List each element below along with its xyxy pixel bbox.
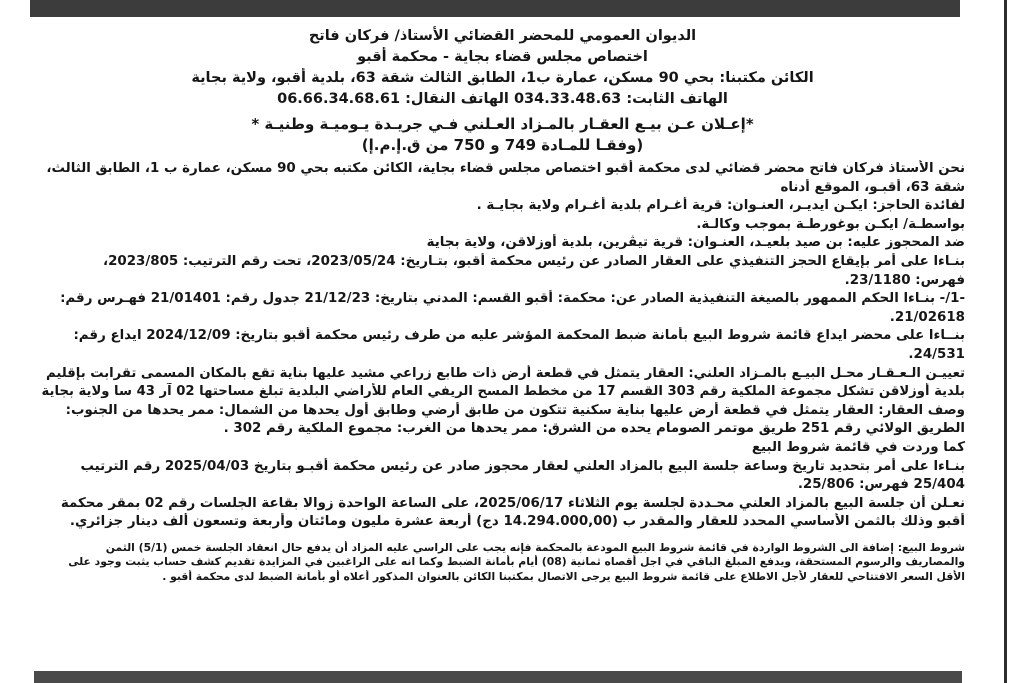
auction-notice-document: [40, 26, 965, 585]
body-line-2: شقة 63، أقبـو، الموقع أدناه: [780, 179, 965, 195]
body-line-15: الطريق الولائي رقم 251 طريق موتمر الصومام يحده من الشرق: ممر يحدها من الغرب: مجموع الملكية رقم 302 .: [223, 421, 965, 437]
body-line-11: 24/531.: [908, 346, 965, 362]
body-line-4: بواسطـة/ ايكـن بوغورطـة بموجب وكالـة.: [696, 216, 965, 232]
body-line-10: بنــاءا على محضر ايداع قائمة شروط البيع بأمانة ضبط المحكمة المؤشر عليه من طرف رئيس محكمة أقبو بتاريخ: 2024/12/09 ايداع رقم:: [73, 328, 965, 344]
header-office: الديوان العمومي للمحضر القضائي الأستاذ/ فركان فاتح: [308, 28, 697, 44]
scan-bottom-bar: [34, 671, 962, 683]
notice-title: *إعـلان عـن بيـع العقـار بالمـزاد العـلني فـي جريـدة يـوميـة وطنيـة *: [251, 115, 754, 133]
body-line-7: فهرس: 23/1180.: [844, 272, 965, 288]
terms-line-2: والمصاريف والرسوم المستحقة، ويدفع المبلغ الباقي في اجل أقصاه ثمانية (08) أيام بأمانة الضبط وكما انه على الراغبين في المزايدة تقديم كشف حساب يثبت وجود على: [68, 555, 965, 569]
terms-line-1: شروط البيع: إضافة الى الشروط الواردة في قائمة شروط البيع المودعة بالمحكمة فإنه يجب على الراسي عليه المزاد أن يدفع حال انعقاد الجلسة خمس (5/1) الثمن: [105, 540, 965, 554]
body-line-12: تعييـن الـعـقـار محـل البيـع بالمـزاد العلني: العقار يتمثل في قطعة أرض ذات طابع زراعي مشيد عليها بناية تقع بالمكان المسمى تقرابت بإقليم: [46, 365, 965, 381]
terms-line-3: الأقل السعر الافتتاحي للعقار لأجل الاطلاع على قائمة شروط البيع يرجى الاتصال بمكتبنا الكائن بالعنوان المذكور أعلاه أو بأمانة الضبط لدى محكمة أقبو .: [162, 570, 965, 584]
scan-right-border: [1004, 0, 1007, 683]
body-line-19: نعـلن أن جلسة البيع بالمزاد العلني محـددة لجلسة يوم الثلاثاء 2025/06/17، على الساعة الواحدة زوالا بقاعة الجلسات رقم 02 بمقر محكمة: [60, 495, 965, 511]
body-line-18: 25/404 فهرس: 25/806.: [797, 477, 965, 493]
header-phones: الهاتف الثابت: 034.33.48.63 الهاتف النقال: 06.66.34.68.61: [277, 91, 728, 107]
body-line-3: لفائدة الحاجز: ايكـن ايديـر، العنـوان: قرية أغـرام بلدية أغـرام ولاية بجايـة .: [476, 198, 965, 214]
body-line-1: نحن الأستاذ فركان فاتح محضر قضائي لدى محكمة أقبو اختصاص مجلس قضاء بجاية، الكائن مكتبه بحي 90 مسكن، عمارة ب 1، الطابق الثالث،: [46, 161, 965, 176]
notice-legal-basis: (وفقـا للمـادة 749 و 750 من ق.إ.م.إ): [361, 136, 644, 154]
header-address: الكائن مكتبنا: بحي 90 مسكن، عمارة ب1، الطابق الثالث شقة 63، بلدية أقبو، ولاية بجاية: [191, 70, 814, 86]
body-line-8: -1/- بنـاءا الحكم الممهور بالصيغة التنفيذية الصادر عن: محكمة: أقبو القسم: المدني بتاريخ: 21/12/23 جدول رقم: 21/01401 فهـرس رقم:: [60, 291, 965, 307]
scan-top-bar: [30, 0, 960, 17]
body-line-14: وصف العقار: العقار يتمثل في قطعة أرض عليها بناية سكنية تتكون من طابق أرضي وطابق أول يحدها من الشمال: ممر يحدها من الجنوب:: [65, 402, 965, 418]
body-line-9: 21/02618.: [889, 309, 965, 325]
body-line-6: بنـاءا على أمر بإيقاع الحجز التنفيذي على العقار الصادر عن رئيس محكمة أقبو، بتـاريخ: 2023/05/24، تحت رقم الترتيب: 2023/805،: [103, 253, 965, 269]
body-line-5: ضد المحجوز عليه: بن صيد بلعيـد، العنـوان: قرية تيڨرين، بلدية أوزلاقن، ولاية بجاية: [426, 235, 965, 251]
body-line-13: بلدية أوزلاقن تشكل مجموعة الملكية رقم 303 القسم 17 من مخطط المسح الريفي العام للأراضي البلدية تبلغ مساحتها 02 آر 43 سا ولاية بجاية: [41, 384, 965, 400]
body-line-20: أقبو وذلك بالثمن الأساسي المحدد للعقار والمقدر ب (14.294.000,00 دج) أربعة عشرة مليون ومائتان وأربعة وتسعون ألف دينار جزائري.: [69, 514, 965, 530]
body-line-17: بنـاءا على أمر بتحديد تاريخ وساعة جلسة البيع بالمزاد العلني لعقار محجوز صادر عن رئيس محكمة أقبـو بتاريخ 2025/04/03 رقم الترتيب: [80, 458, 965, 474]
body-line-16: كما وردت في قائمة شروط البيع: [751, 439, 965, 455]
header-jurisdiction: اختصاص مجلس قضاء بجاية - محكمة أقبو: [357, 49, 648, 65]
